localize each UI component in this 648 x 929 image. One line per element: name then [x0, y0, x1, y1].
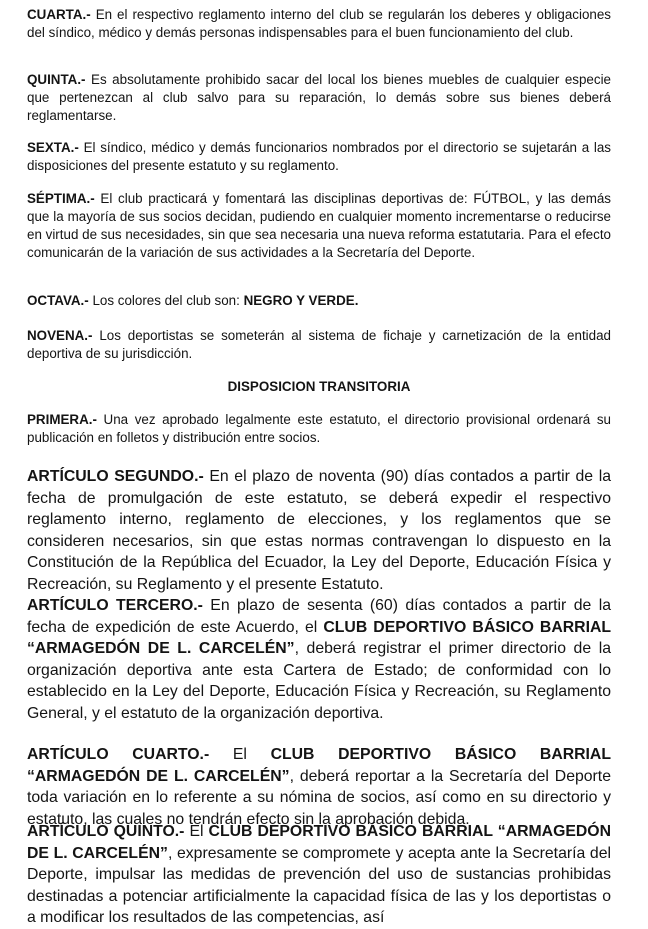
club-name: CLUB DEPORTIVO BÁSICO BARRIAL “ARMAGEDÓN DE L. CARCELÉN” — [27, 618, 612, 657]
articulo-text: , deberá reportar a la Secretaría del Deporte toda variación en lo referente a su nómina de socios, así como en su directorio y estatuto, las cuales no tendrán efecto sin la aprobación debida. — [27, 767, 611, 828]
clause-novena — [27, 327, 611, 363]
articulo-lead: ARTÍCULO SEGUNDO.- — [27, 468, 204, 485]
articulo-text: El — [184, 823, 209, 840]
club-colors: NEGRO Y VERDE. — [243, 293, 359, 308]
articulo-text: , deberá registrar el primer directorio de la organización deportiva ante esta Cartera de Estado; de conformidad con lo establecido en la Ley del Deporte, Educación Física y Recreación, su Reglamento General, y el estatuto de la organización deportiva. — [27, 640, 611, 722]
clause-septima — [27, 190, 611, 262]
articulo-lead: ARTÍCULO CUARTO.- — [27, 746, 210, 763]
clause-lead: PRIMERA.- — [27, 412, 97, 427]
clause-primera — [27, 411, 611, 447]
articulo-text: En el plazo de noventa (90) días contados a partir de la fecha de promulgación de este estatuto, se deberá expedir el respectivo reglamento interno, reglamento de elecciones, y los reglamentos que se consideren necesarios, sin que estas normas contravengan lo dispuesto en la Constitución de la República del Ecuador, la Ley del Deporte, Educación Física y Recreación, su Reglamento y el presente Estatuto. — [27, 468, 611, 593]
articulo-cuarto — [27, 744, 611, 830]
clause-lead: NOVENA.- — [27, 328, 93, 343]
clause-text: Los colores del club son: — [88, 293, 244, 308]
clause-lead: CUARTA.- — [27, 7, 91, 22]
articulo-tercero — [27, 595, 611, 724]
clause-text: Una vez aprobado legalmente este estatuto, el directorio provisional ordenará su publicación en folletos y distribución entre socios. — [27, 412, 611, 445]
section-heading: DISPOSICION TRANSITORIA — [227, 379, 411, 394]
articulo-text: En plazo de sesenta (60) días contados a partir de la fecha de expedición de este Acuerdo, el — [27, 597, 611, 636]
clause-text: Los deportistas se someterán al sistema de fichaje y carnetización de la entidad deportiva de su jurisdicción. — [27, 328, 611, 361]
clause-text: En el respectivo reglamento interno del club se regularán los deberes y obligaciones del síndico, médico y demás personas indispensables para el buen funcionamiento del club. — [27, 7, 611, 40]
articulo-lead: ARTÍCULO TERCERO.- — [27, 597, 203, 614]
clause-lead: OCTAVA.- — [27, 293, 89, 308]
clause-text: Es absolutamente prohibido sacar del local los bienes muebles de cualquier especie que pertenezcan al club salvo para su reparación, lo demás sobre sus bienes deberá reglamentarse. — [27, 72, 611, 123]
clause-lead: SÉPTIMA.- — [27, 191, 95, 206]
articulo-text: El — [209, 746, 271, 763]
clause-text: El síndico, médico y demás funcionarios nombrados por el directorio se sujetarán a las disposiciones del presente estatuto y su reglamento. — [27, 140, 611, 173]
clause-octava — [27, 292, 611, 310]
clause-lead: QUINTA.- — [27, 72, 86, 87]
clause-text: El club practicará y fomentará las disciplinas deportivas de: FÚTBOL, y las demás que la mayoría de sus socios decidan, pudiendo en cualquier momento incrementarse o reducirse en virtud de sus necesidades, sin que sea necesaria una nueva reforma estatutaria. Para el efecto comunicarán de la variación de sus actividades a la Secretaría del Deporte. — [27, 191, 611, 260]
articulo-segundo — [27, 466, 611, 595]
clause-quinta — [27, 71, 611, 125]
articulo-text: , expresamente se compromete y acepta ante la Secretaría del Deporte, impulsar las medidas de prevención del uso de sustancias prohibidas destinadas a potenciar artificialmente la capacidad física de las y los deportistas o a modificar los resultados de las competencias, así — [27, 844, 612, 926]
clause-lead: SEXTA.- — [27, 140, 79, 155]
club-name: CLUB DEPORTIVO BÁSICO BARRIAL “ARMAGEDÓN DE L. CARCELÉN” — [27, 823, 612, 862]
articulo-lead: ARTÍCULO QUINTO.- — [27, 823, 185, 840]
clause-cuarta — [27, 6, 611, 42]
clause-sexta — [27, 139, 611, 175]
articulo-quinto — [27, 821, 611, 929]
club-name: CLUB DEPORTIVO BÁSICO BARRIAL “ARMAGEDÓN DE L. CARCELÉN” — [27, 746, 611, 785]
